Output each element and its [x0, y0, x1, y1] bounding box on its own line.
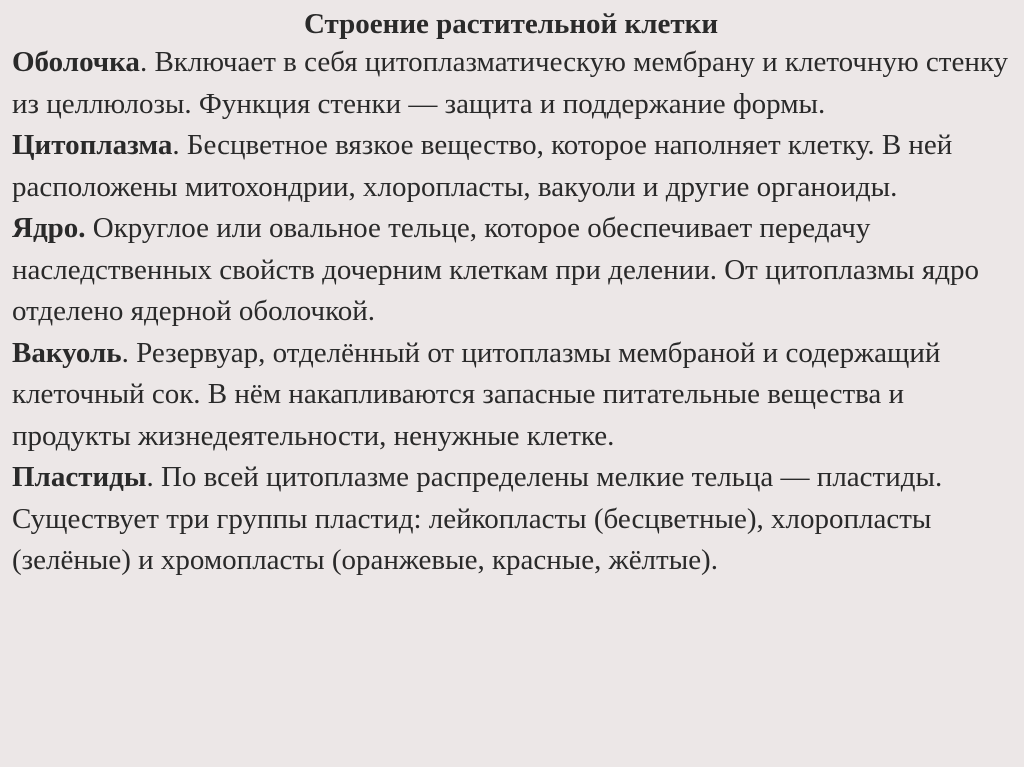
- term-membrane: Оболочка: [12, 46, 140, 78]
- section-membrane: [12, 42, 1010, 125]
- text-membrane: . Включает в себя цитоплазматическую мембрану и клеточную стенку из целлюлозы. Функция стенки — защита и поддержание формы.: [12, 46, 1009, 120]
- section-cytoplasm: [12, 125, 1010, 208]
- term-vacuole: Вакуоль: [12, 336, 122, 369]
- term-cytoplasm: Цитоплазма: [12, 129, 173, 161]
- term-nucleus: Ядро.: [12, 212, 86, 244]
- page-title: Строение растительной клетки: [303, 8, 719, 40]
- section-nucleus: [12, 208, 1010, 333]
- text-nucleus: Округлое или овальное тельце, которое обеспечивает передачу наследственных свойств дочерним клеткам при делении. От цитоплазмы ядро отделено ядерной оболочкой.: [12, 212, 979, 327]
- section-plastids: [12, 457, 1010, 582]
- text-vacuole: . Резервуар, отделённый от цитоплазмы мембраной и содержащий клеточный сок. В нём накапливаются запасные питательные вещества и продукты жизнедеятельности, ненужные клетке.: [12, 336, 941, 452]
- section-vacuole: [12, 333, 1010, 458]
- text-plastids: . По всей цитоплазме распределены мелкие тельца — пластиды. Существует три группы пластид: лейкопласты (бесцветные), хлоропласты (зелёные) и хромопласты (оранжевые, красные, жёлтые).: [12, 461, 943, 576]
- content: [12, 42, 1010, 582]
- term-plastids: Пластиды: [12, 461, 147, 493]
- text-cytoplasm: . Бесцветное вязкое вещество, которое наполняет клетку. В ней расположены митохондрии, хлоропласты, вакуоли и другие органоиды.: [12, 129, 953, 203]
